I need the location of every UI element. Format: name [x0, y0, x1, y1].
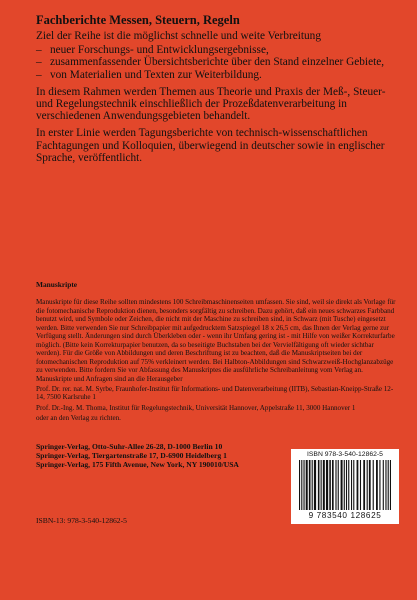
series-title: Fachberichte Messen, Steuern, Regeln — [36, 13, 240, 27]
isbn-13: ISBN-13: 978-3-540-12862-5 — [36, 516, 127, 525]
barcode-bar — [376, 460, 378, 510]
barcode-digits: 9 783540 128625 — [308, 511, 382, 520]
editor-address: Prof. Dr.-Ing. M. Thoma, Institut für Regelungstechnik, Universität Hannover, Appelstraße 11, 3000 Hannover 1 — [36, 403, 356, 412]
list-item — [36, 44, 396, 56]
barcode-bar — [363, 460, 365, 510]
barcode-isbn: ISBN 978-3-540-12862-5 — [307, 451, 383, 458]
barcode-bar — [373, 460, 374, 510]
series-description — [36, 30, 396, 169]
editor-address: Prof. Dr. rer. nat. M. Syrbe, Fraunhofer-Institut für Informations- und Datenverarbeitung (IITB), Sebastian-Kneipp-Straße 12-14, 7500 Karlsruhe 1 — [36, 384, 394, 402]
dash-bullet: – — [36, 56, 42, 69]
barcode-bar — [314, 460, 316, 510]
barcode-bar — [388, 460, 389, 510]
barcode-bar — [299, 460, 300, 510]
manuscripts-section — [36, 281, 400, 423]
barcode-bar — [383, 460, 384, 510]
barcode-panel — [291, 449, 399, 524]
barcode-bar — [309, 460, 311, 510]
barcode-bar — [369, 460, 371, 510]
manuscripts-heading: Manuskripte — [36, 280, 78, 289]
barcode-bar — [367, 460, 368, 510]
barcode-bar — [323, 460, 325, 510]
barcode-icon — [297, 460, 393, 510]
list-item-text: zusammenfassender Übersichtsberichte über den Stand einzelner Gebiete, — [50, 56, 385, 69]
barcode-bar — [344, 460, 345, 510]
barcode-bar — [321, 460, 322, 510]
barcode-bar — [346, 460, 347, 510]
barcode-bar — [385, 460, 386, 510]
publications-paragraph: In erster Linie werden Tagungsberichte von technisch-wissenschaftlichen Fachtagungen und Kolloquien, überwiegend in deutscher sowie in englischer Sprache, veröffentlicht. — [36, 127, 385, 164]
barcode-bar — [306, 460, 308, 510]
barcode-bar — [338, 460, 339, 510]
barcode-bar — [379, 460, 380, 510]
manuscripts-body: Manuskripte für diese Reihe sollten mindestens 100 Schreibmaschinenseiten umfassen. Sie sind, weil sie direkt als Vorlage für die fotomechanische Reproduktion dienen, besonders sorgfältig zu schreiben. Dazu gehört, daß ein neues schwarzes Farbband benutzt wird, und Symbole oder Zeichen, die nicht mit der Maschine zu schreiben sind, in Schwarz (mit Tusche) eingesetzt werden. Bitte verwenden Sie nur Schreibpapier mit aufgedrucktem Satzspiegel 18 x 26,5 cm, das Ihnen der Verlag gerne zur Verfügung stellt. Änderungen sind durch Überkleben oder - wenn ihr Umfang gering ist - mit Hilfe von weißer Korrekturfarbe möglich. (Bitte kein Korrekturpapier benutzen, da so beseitigte Buchstaben bei der Vervielfältigung oft wieder sichtbar werden). Für die Größe von Abbildungen und deren Beschriftung ist zu beachten, daß die Manuskriptseiten bei der fotomechanischen Reproduktion auf 75% verkleinert werden. Bei Halbton-Abbildungen sind Schwarzweiß-Hochglanzabzüge zu verwenden. Bitte fordern Sie vor Abfassung des Manuskriptes die ausführliche Schreibanleitung vom Verlag an. Manuskripte und Anfragen sind an die Herausgeber — [36, 298, 396, 383]
list-item-text: von Materialien und Texten zur Weiterbildung. — [50, 68, 262, 81]
barcode-bar — [301, 460, 302, 510]
goals-list — [36, 44, 396, 81]
barcode-bar — [357, 460, 359, 510]
publisher-addresses — [36, 442, 239, 470]
barcode-bar — [329, 460, 331, 510]
dash-bullet: – — [36, 68, 42, 81]
barcode-bar — [312, 460, 313, 510]
dash-bullet: – — [36, 44, 42, 57]
barcode-bar — [303, 460, 304, 510]
topics-paragraph: In diesem Rahmen werden Themen aus Theorie und Praxis der Meß-, Steuer- und Regelungstechnik einschließlich der Prozeßdatenverarbeitung in verschiedenen Anwendungsgebieten behandelt. — [36, 85, 386, 123]
publisher-line: Springer-Verlag, Otto-Suhr-Allee 26-28, D-1000 Berlin 10 — [36, 442, 223, 451]
publisher-line: Springer-Verlag, 175 Fifth Avenue, New York, NY 190010/USA — [36, 460, 239, 470]
list-item-text: neuer Forschungs- und Entwicklungsergebnisse, — [50, 44, 269, 57]
barcode-bar — [360, 460, 361, 510]
publisher-line: Springer-Verlag, Tiergartenstraße 17, D-6900 Heidelberg 1 — [36, 451, 227, 461]
barcode-bar — [335, 460, 336, 510]
barcode-bar — [318, 460, 320, 510]
barcode-bar — [341, 460, 343, 510]
list-item — [36, 56, 396, 68]
barcode-bar — [332, 460, 334, 510]
list-item — [36, 69, 396, 81]
barcode-bar — [390, 460, 391, 510]
manuscripts-closing: oder an den Verlag zu richten. — [36, 414, 121, 423]
barcode-bar — [348, 460, 349, 510]
intro-text: Ziel der Reihe ist die möglichst schnelle und weite Verbreitung — [36, 30, 321, 42]
barcode-bar — [353, 460, 354, 510]
barcode-bar — [326, 460, 328, 510]
barcode-bar — [351, 460, 352, 510]
